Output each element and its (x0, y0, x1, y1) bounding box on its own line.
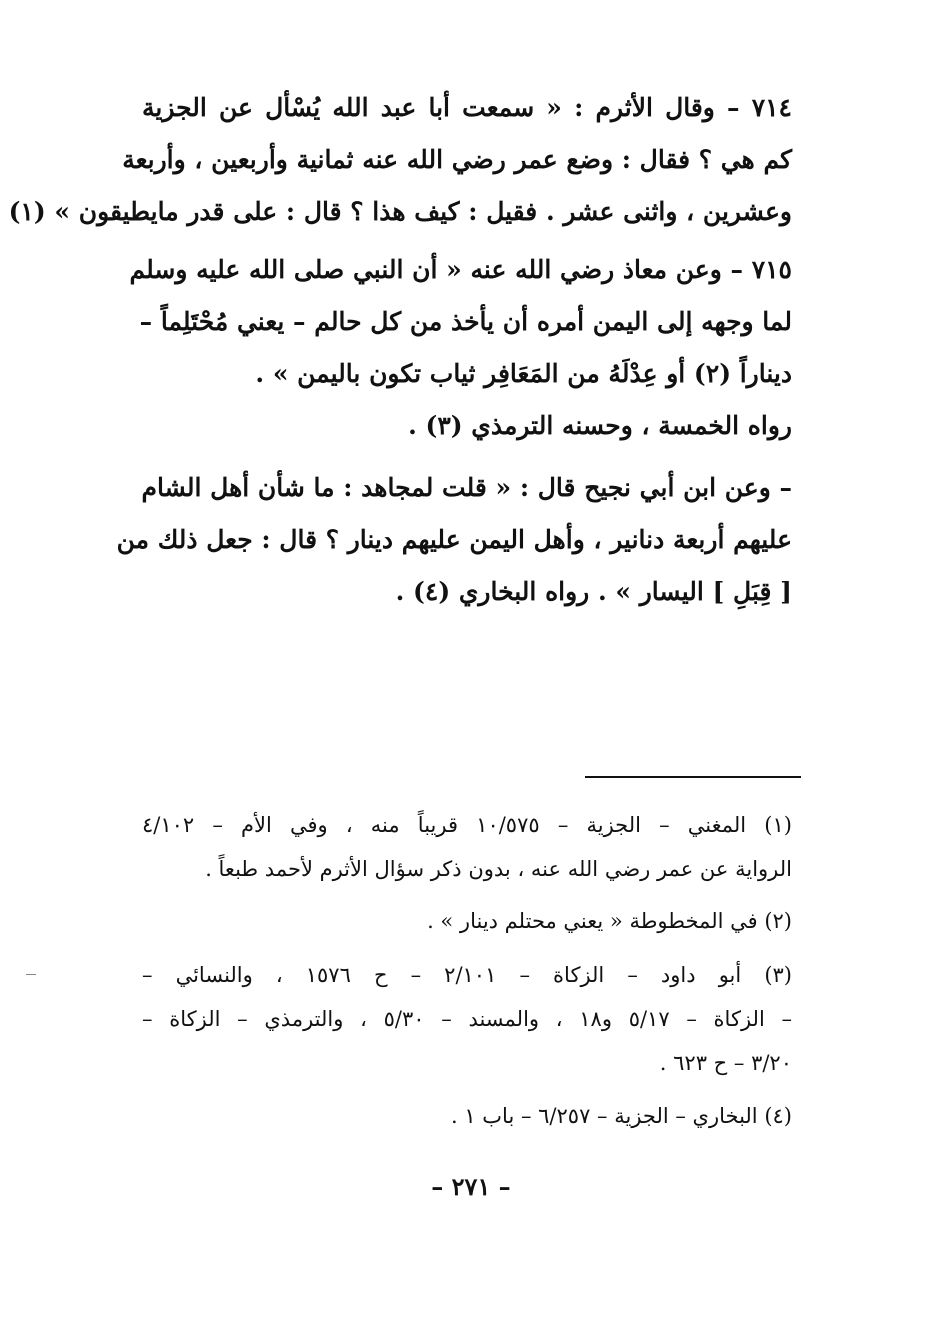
footnote-line: ٣/٢٠ – ح ٦٢٣ . (659, 1051, 792, 1075)
footnote-3 (142, 953, 792, 1085)
footnote-line: الرواية عن عمر رضي الله عنه ، بدون ذكر سؤال الأثرم لأحمد طبعاً . (205, 857, 792, 881)
text-line: لما وجهه إلى اليمن أمره أن يأخذ من كل حالم – يعني مُحْتَلِماً – (139, 307, 792, 336)
text-line: كم هي ؟ فقال : وضع عمر رضي الله عنه ثمانية وأربعين ، وأربعة (122, 145, 792, 174)
footnote-line: (١) المغني – الجزية – ١٠/٥٧٥ قريباً منه ، وفي الأم – ٤/١٠٢ (142, 813, 792, 837)
footnote-separator (585, 776, 801, 778)
text-line: رواه الخمسة ، وحسنه الترمذي (٣) . (408, 411, 792, 440)
text-line: ٧١٤ – وقال الأثرم : « سمعت أبا عبد الله يُسْأل عن الجزية (142, 93, 792, 122)
mujahid-report-paragraph (116, 462, 792, 618)
page-number: – ٢٧١ – (431, 1172, 511, 1201)
footnote-4 (142, 1094, 792, 1138)
text-line: [ قِبَلِ ] اليسار » . رواه البخاري (٤) . (395, 577, 792, 606)
text-line: وعشرين ، واثنى عشر . فقيل : كيف هذا ؟ قال : على قدر مايطيقون » (١) (8, 197, 792, 226)
hadith-715-paragraph (129, 244, 792, 400)
footnote-2 (142, 899, 792, 943)
footnote-line: – الزكاة – ٥/١٧ و١٨ ، والمسند – ٥/٣٠ ، والترمذي – الزكاة – (142, 1007, 792, 1031)
text-line: عليهم أربعة دنانير ، وأهل اليمن عليهم دينار ؟ قال : جعل ذلك من (116, 525, 792, 554)
narration-note-paragraph (142, 400, 792, 452)
text-line: – وعن ابن أبي نجيح قال : « قلت لمجاهد : ما شأن أهل الشام (141, 473, 792, 502)
text-line: ديناراً (٢) أو عِدْلَهُ من المَعَافِر ثياب تكون باليمن » . (255, 359, 792, 388)
margin-mark (26, 974, 36, 975)
footnote-line: (٣) أبو داود – الزكاة – ٢/١٠١ – ح ١٥٧٦ ، والنسائي – (142, 963, 792, 987)
text-line: ٧١٥ – وعن معاذ رضي الله عنه « أن النبي صلى الله عليه وسلم (129, 255, 792, 284)
footnote-line: (٢) في المخطوطة « يعني محتلم دينار » . (427, 909, 792, 933)
hadith-714-paragraph (8, 82, 792, 238)
footnote-line: (٤) البخاري – الجزية – ٦/٢٥٧ – باب ١ . (450, 1104, 792, 1128)
footnote-1 (142, 803, 792, 891)
